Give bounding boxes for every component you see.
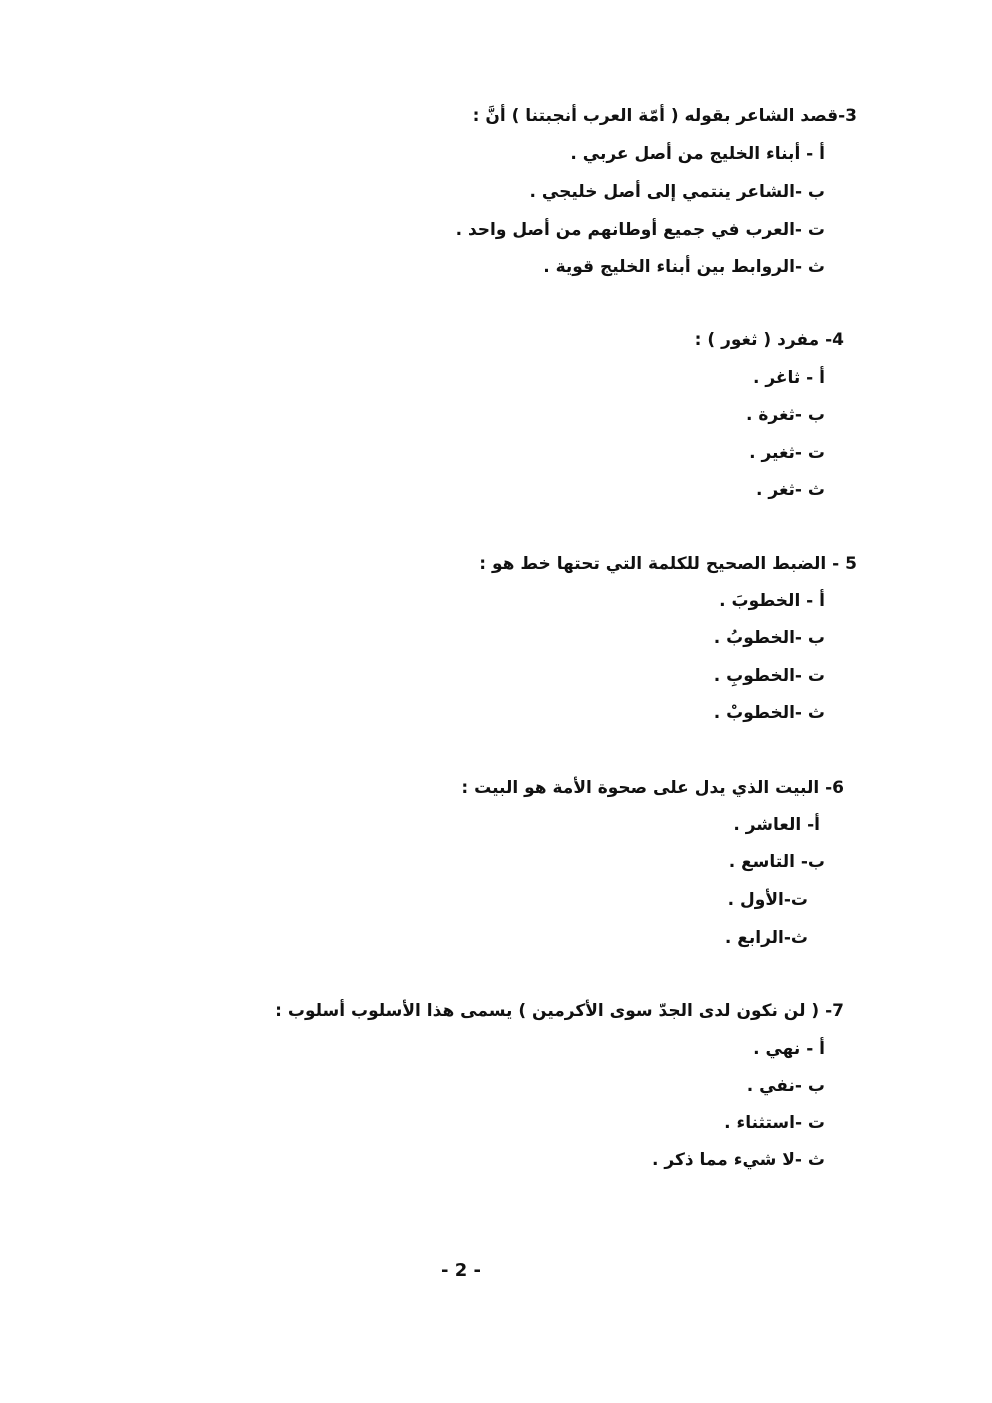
question-3-option-b: ب -الشاعر ينتمي إلى أصل خليجي . <box>529 182 825 202</box>
question-7-stem: 7- ( لن نكون لدى الجدّ سوى الأكرمين ) يسمى هذا الأسلوب أسلوب : <box>275 1001 844 1021</box>
question-3-stem: 3-قصد الشاعر بقوله ( أمّة العرب أنجبتنا ) أنَّ : <box>472 106 857 126</box>
question-5-option-d: ث -الخطوبْ . <box>713 703 825 723</box>
page-number: - 2 - <box>441 1260 481 1281</box>
question-4-option-d: ث -ثغر . <box>756 480 825 500</box>
question-3-option-a: أ - أبناء الخليج من أصل عربي . <box>570 144 825 164</box>
question-6-stem: 6- البيت الذي يدل على صحوة الأمة هو البيت : <box>461 778 844 798</box>
question-5-option-a: أ - الخطوبَ . <box>719 591 825 611</box>
question-6-option-d: ث-الرابع . <box>724 928 808 948</box>
question-4-stem: 4- مفرد ( ثغور ) : <box>694 330 844 350</box>
question-5-option-b: ب -الخطوبُ . <box>713 628 825 648</box>
question-5-option-c: ت -الخطوبِ . <box>713 666 825 686</box>
question-3-option-d: ث -الروابط بين أبناء الخليج قوية . <box>543 257 825 277</box>
question-7-option-a: أ - نهي . <box>753 1039 825 1059</box>
question-3-option-c: ت -العرب في جميع أوطانهم من أصل واحد . <box>455 220 825 240</box>
question-7-option-b: ب -نفي . <box>746 1076 825 1096</box>
question-6-option-a: أ- العاشر . <box>733 815 820 835</box>
question-6-option-b: ب- التاسع . <box>728 852 825 872</box>
question-4-option-c: ت -ثغير . <box>749 443 825 463</box>
question-4-option-b: ب -ثغرة . <box>745 405 825 425</box>
question-7-option-c: ت -استثناء . <box>724 1113 825 1133</box>
question-5-stem: 5 - الضبط الصحيح للكلمة التي تحتها خط هو : <box>479 554 857 574</box>
question-7-option-d: ث -لا شيء مما ذكر . <box>652 1150 825 1170</box>
question-4-option-a: أ - ثاغر . <box>752 368 825 388</box>
question-6-option-c: ت-الأول . <box>727 890 808 910</box>
